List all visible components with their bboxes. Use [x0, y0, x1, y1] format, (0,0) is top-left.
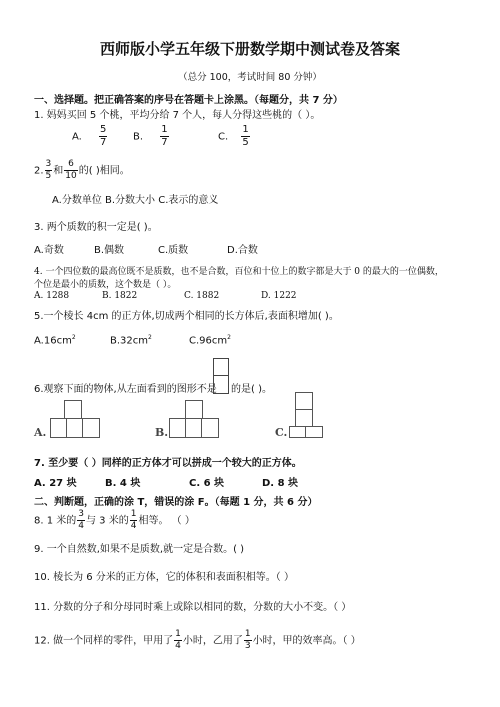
question-4-line1: 4. 一个四位数的最高位既不是质数，也不是合数，百位和十位上的数字都是大于 0 的最大的一位偶数， [34, 267, 444, 277]
q7-option-d: D. 8 块 [262, 478, 299, 489]
question-11: 11. 分数的分子和分母同时乘上或除以相同的数，分数的大小不变。（ ） [34, 602, 352, 613]
q5-option-c: $C.96cm^2$ [189, 334, 231, 347]
q7-option-b: B. 4 块 [105, 478, 141, 489]
question-10: 10. 棱长为 6 分米的正方体，它的体积和表面积相等。（ ） [34, 572, 294, 583]
q4-option-b: B. 1822 [102, 291, 138, 301]
q5-option-b: $B.32cm^2$ [110, 334, 152, 347]
question-8: 8. 1 米的 $\frac{3}{4}$ 与 3 米的 $\frac{1}{4}$ 相等。 （ ） [34, 509, 195, 531]
q1-option-b: B. $\frac{1}{7}$ [133, 124, 168, 148]
question-6-prefix: 6.观察下面的物体,从左面看到的图形不是 [34, 384, 217, 395]
question-5: 5.一个棱长 4cm 的正方体,切成两个相同的长方体后,表面积增加( )。 [34, 311, 339, 322]
q3-option-d: D.合数 [227, 245, 258, 256]
q6-label-a: A. [34, 426, 47, 439]
q4-option-a: A. 1288 [34, 291, 70, 301]
question-2: 2. $\frac{3}{5}$ 和 $\frac{6}{10}$ 的( )相同。 [34, 159, 130, 181]
q6-label-b: B. [155, 426, 169, 439]
question-4-line2: 个位是最小的质数，这个数是（ ）。 [34, 280, 177, 290]
q3-option-c: C.质数 [158, 245, 189, 256]
q3-option-a: A.奇数 [34, 245, 64, 256]
q6-figure-b [155, 400, 235, 442]
q7-option-c: C. 6 块 [189, 478, 225, 489]
section-heading-judgement: 二、判断题，正确的涂 T，错误的涂 F。（每题 1 分，共 6 分） [34, 497, 318, 508]
q6-reference-shape [213, 358, 229, 394]
q6-figure-c [275, 392, 355, 442]
question-12: 12. 做一个同样的零件，甲用了 $\frac{1}{4}$ 小时，乙用了 $\frac{1}{3}$ 小时，甲的效率高。（ ） [34, 629, 361, 651]
q7-option-a: A. 27 块 [34, 478, 77, 489]
q3-option-b: B.偶数 [94, 245, 125, 256]
question-3: 3. 两个质数的积一定是( )。 [34, 222, 158, 233]
exam-info: （总分 100，考试时间 80 分钟） [178, 72, 322, 83]
q2-options: A.分数单位 B.分数大小 C.表示的意义 [52, 195, 219, 206]
question-6-suffix: 的是( )。 [231, 384, 272, 395]
q1-option-a: A. $\frac{5}{7}$ [72, 124, 107, 148]
q6-label-c: C. [275, 426, 288, 439]
q4-option-c: C. 1882 [184, 291, 220, 301]
q4-option-d: D. 1222 [261, 291, 297, 301]
question-9: 9. 一个自然数,如果不是质数,就一定是合数。( ) [34, 544, 245, 555]
section-heading-choice: 一、选择题。把正确答案的序号在答题卡上涂黑。（每题分，共 7 分） [34, 95, 343, 106]
q1-option-c: C. $\frac{1}{5}$ [218, 124, 249, 148]
page-title: 西师版小学五年级下册数学期中测试卷及答案 [99, 40, 400, 58]
question-7: 7. 至少要（ ）同样的正方体才可以拼成一个较大的正方体。 [34, 458, 302, 469]
q5-option-a: $A.16cm^2$ [34, 334, 76, 347]
q6-figure-a [34, 400, 114, 442]
question-1: 1. 妈妈买回 5 个桃，平均分给 7 个人，每人分得这些桃的（ ）。 [34, 110, 321, 121]
